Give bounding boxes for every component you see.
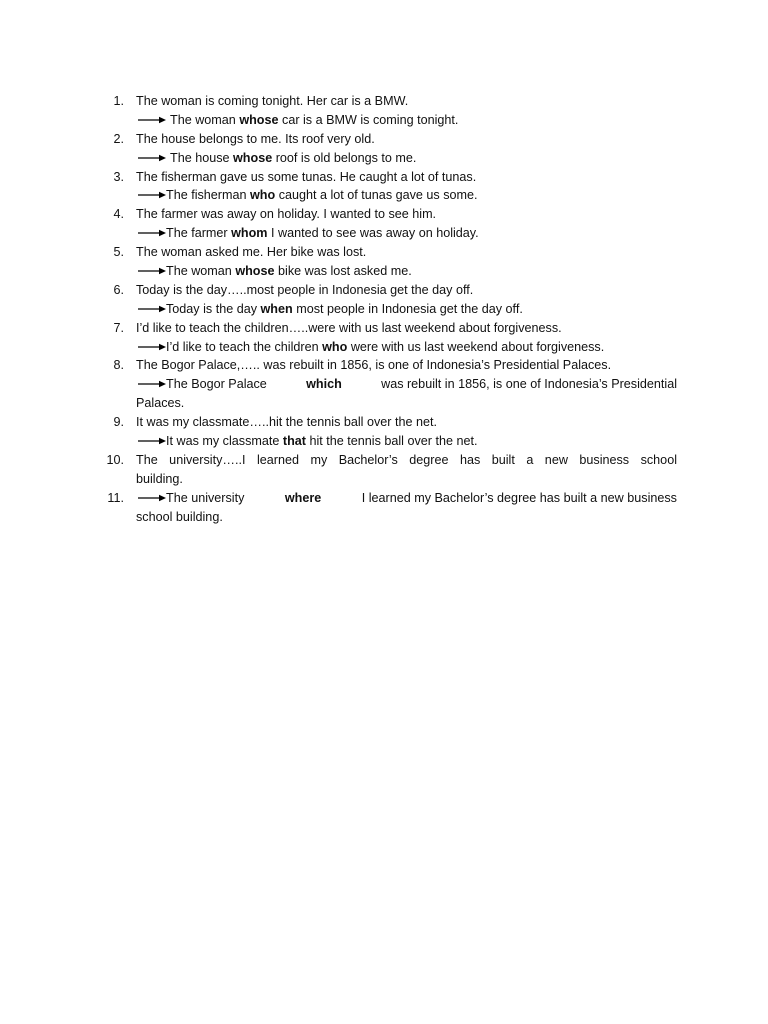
- item-number: 9.: [113, 415, 124, 430]
- question-item-7: [0, 319, 768, 338]
- relative-pronoun: where: [284, 490, 322, 505]
- relative-pronoun: whose: [235, 264, 275, 279]
- answer-text: The house whose roof is old belongs to me.: [170, 150, 417, 165]
- question-text: The house belongs to me. Its roof very old.: [136, 131, 375, 146]
- item-number: 4.: [113, 207, 124, 222]
- question-text: It was my classmate…..hit the tennis ball over the net.: [136, 415, 437, 430]
- answer-item-8: [0, 375, 768, 394]
- relative-pronoun: whose: [233, 150, 273, 165]
- question-item-5: [0, 243, 768, 262]
- answer-item-1: [0, 111, 768, 130]
- question-item-4: [0, 205, 768, 224]
- answer-item-4: [0, 224, 768, 243]
- answer-item-7: [0, 338, 768, 357]
- answer-item-11: [0, 489, 768, 508]
- arrow-right-icon: [137, 187, 167, 203]
- relative-pronoun: whom: [231, 226, 268, 241]
- arrow-right-icon: [137, 490, 167, 506]
- item-number: 1.: [113, 94, 124, 108]
- question-text: The farmer was away on holiday. I wanted to see him.: [136, 207, 437, 222]
- arrow-right-icon: [137, 376, 167, 392]
- question-text: The fisherman gave us some tunas. He caught a lot of tunas.: [136, 169, 477, 184]
- answer-text: The woman whose car is a BMW is coming tonight.: [170, 112, 459, 127]
- answer-item-5: [0, 262, 768, 281]
- answer-text: Today is the day when most people in Indonesia get the day off.: [166, 301, 523, 316]
- item-number: 10.: [106, 452, 124, 467]
- relative-pronoun: who: [250, 188, 276, 203]
- question-text: The Bogor Palace,….. was rebuilt in 1856, is one of Indonesia’s Presidential Palaces.: [136, 358, 612, 373]
- answer-text-line-2: Palaces.: [136, 396, 185, 411]
- item-number: 8.: [113, 358, 124, 373]
- answer-text-line-1: The Bogor Palace which was rebuilt in 1856, is one of Indonesia’s Presidential: [166, 375, 677, 394]
- answer-item-8-continued: [0, 394, 768, 413]
- question-item-6: [0, 281, 768, 300]
- question-text: The woman is coming tonight. Her car is a BMW.: [136, 94, 409, 108]
- answer-text: The fisherman who caught a lot of tunas gave us some.: [166, 188, 478, 203]
- answer-text: It was my classmate that hit the tennis ball over the net.: [166, 434, 478, 449]
- item-number: 5.: [113, 245, 124, 260]
- question-text: Today is the day…..most people in Indonesia get the day off.: [136, 282, 474, 297]
- arrow-right-icon: [137, 263, 167, 279]
- question-item-10-continued: [0, 470, 768, 489]
- arrow-right-icon: [137, 339, 167, 355]
- item-number: 11.: [107, 490, 124, 505]
- relative-clause-list: [0, 92, 768, 526]
- question-item-8: [0, 356, 768, 375]
- item-number: 6.: [113, 282, 124, 297]
- question-text-line-2: building.: [136, 471, 183, 486]
- item-number: 3.: [113, 169, 124, 184]
- answer-item-6: [0, 300, 768, 319]
- question-item-10: [0, 451, 768, 470]
- answer-text-line-2: school building.: [136, 509, 223, 524]
- arrow-right-icon: [137, 433, 167, 449]
- answer-item-3: [0, 186, 768, 205]
- relative-pronoun: which: [306, 377, 342, 392]
- question-item-3: [0, 168, 768, 187]
- relative-pronoun: when: [260, 301, 293, 316]
- answer-item-11-continued: [0, 508, 768, 527]
- question-text-line-1: The university…..I learned my Bachelor’s degree has built a new business school: [136, 452, 677, 467]
- arrow-right-icon: [137, 112, 167, 128]
- answer-text: The farmer whom I wanted to see was away on holiday.: [166, 226, 479, 241]
- relative-pronoun: that: [282, 434, 306, 449]
- relative-pronoun: who: [322, 339, 348, 354]
- answer-item-2: [0, 149, 768, 168]
- arrow-right-icon: [137, 301, 167, 317]
- answer-text: I’d like to teach the children who were with us last weekend about forgiveness.: [166, 339, 605, 354]
- question-item-9: [0, 413, 768, 432]
- arrow-right-icon: [137, 150, 167, 166]
- question-item-1: [0, 92, 768, 111]
- item-number: 2.: [113, 131, 124, 146]
- item-number: 7.: [113, 320, 124, 335]
- relative-pronoun: whose: [239, 112, 279, 127]
- arrow-right-icon: [137, 225, 167, 241]
- answer-item-9: [0, 432, 768, 451]
- question-item-2: [0, 130, 768, 149]
- question-text: I’d like to teach the children…..were with us last weekend about forgiveness.: [136, 320, 562, 335]
- answer-text-line-1: The university where I learned my Bachelor’s degree has built a new business: [166, 489, 677, 508]
- question-text: The woman asked me. Her bike was lost.: [136, 245, 367, 260]
- answer-text: The woman whose bike was lost asked me.: [166, 264, 412, 279]
